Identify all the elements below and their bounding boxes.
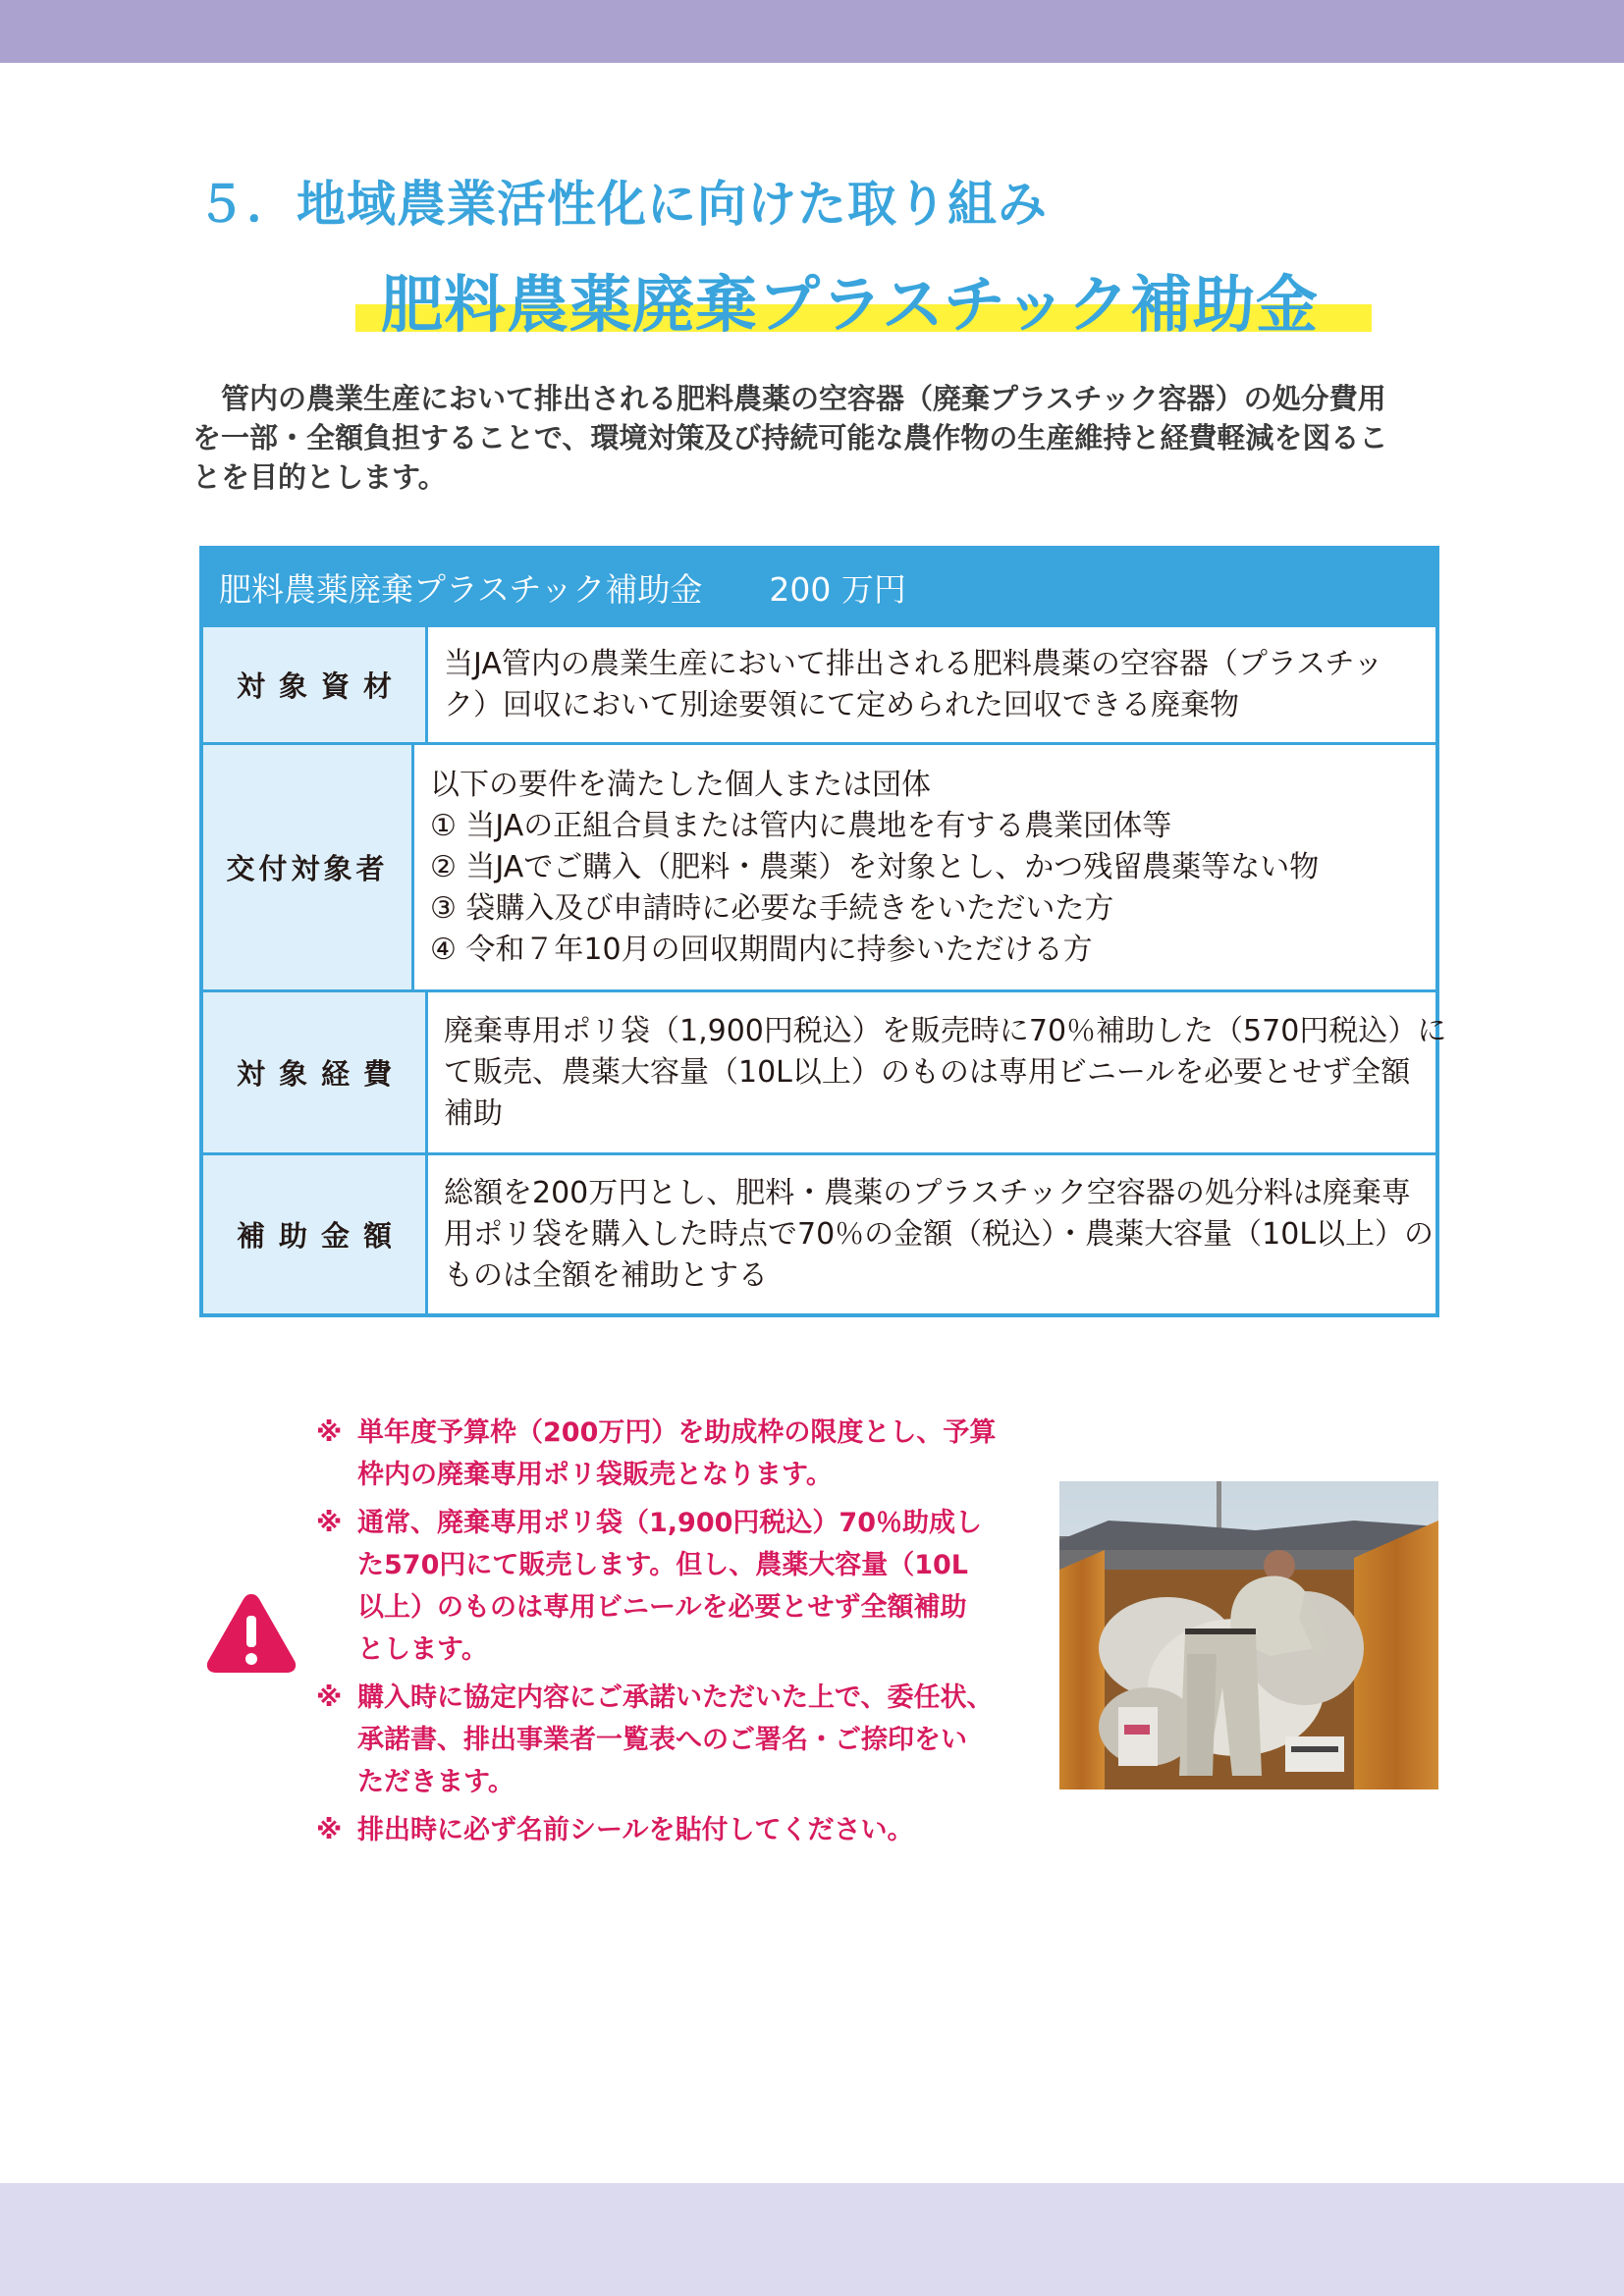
row-value-line: ② 当JAでご購入（肥料・農薬）を対象とし、かつ残留農薬等ない物: [430, 849, 1320, 884]
note-line: 単年度予算枠（200万円）を助成枠の限度とし、予算: [357, 1417, 997, 1448]
row-value-line: 廃棄専用ポリ袋（1,900円税込）を販売時に70％補助した（570円税込）に: [444, 1013, 1447, 1048]
table-row: [203, 742, 1435, 989]
page-title: 肥料農薬廃棄プラスチック補助金: [381, 269, 1319, 341]
row-value-line: ク）回収において別途要領にて定められた回収できる廃棄物: [444, 687, 1239, 722]
section-heading: ５．地域農業活性化に向けた取り組み: [196, 176, 1048, 233]
note-line: とします。: [357, 1634, 488, 1665]
note-line: 通常、廃棄専用ポリ袋（1,900円税込）70％助成し: [357, 1508, 982, 1538]
note-line: 購入時に協定内容にご承諾いただいた上で、委任状、: [357, 1682, 994, 1713]
warning-triangle-icon: [204, 1590, 298, 1675]
row-value-line: ③ 袋購入及び申請時に必要な手続きをいただいた方: [430, 890, 1114, 926]
table-row: [203, 989, 1447, 1152]
row-value-line: 当JA管内の農業生産において排出される肥料農薬の空容器（プラスチッ: [444, 646, 1383, 681]
note-item: [316, 1412, 1023, 1496]
note-line: ただきます。: [357, 1767, 514, 1797]
row-value-line: ① 当JAの正組合員または管内に農地を有する農業団体等: [430, 808, 1172, 843]
intro-paragraph: [192, 379, 1459, 497]
note-mark: ※: [316, 1682, 343, 1713]
row-value-line: 総額を200万円とし、肥料・農薬のプラスチック空容器の処分料は廃棄専: [444, 1175, 1411, 1210]
table-header-amount: 200 万円: [769, 569, 906, 609]
note-line: 排出時に必ず名前シールを貼付してください。: [357, 1815, 914, 1845]
note-line: た570円にて販売します。但し、農薬大容量（10L: [357, 1550, 968, 1580]
note-line: 以上）のものは専用ビニールを必要とせず全額補助: [357, 1592, 967, 1623]
note-line: 枠内の廃棄専用ポリ袋販売となります。: [357, 1460, 833, 1490]
row-value-line: ものは全額を補助とする: [444, 1257, 768, 1293]
note-line: 承諾書、排出事業者一覧表へのご署名・ご捺印をい: [357, 1725, 967, 1755]
row-value-line: ④ 令和７年10月の回収期間内に持参いただける方: [430, 932, 1093, 967]
table-row: [203, 1152, 1435, 1313]
row-value: [428, 1155, 1449, 1313]
row-label: 対象資材: [203, 627, 428, 742]
row-value-line: 以下の要件を満たした個人または団体: [430, 767, 931, 802]
waste-collection-photo: [1059, 1481, 1438, 1789]
row-label: 交付対象者: [203, 745, 414, 989]
intro-line: を一部・全額負担することで、環境対策及び持続可能な農作物の生産維持と経費軽減を図るこ: [192, 421, 1388, 454]
subsidy-table: [199, 546, 1447, 1317]
row-value-line: 補助: [444, 1095, 503, 1131]
bottom-band: [0, 2183, 1624, 2296]
row-label: 補助金額: [203, 1155, 428, 1313]
note-mark: ※: [316, 1417, 343, 1448]
intro-line: 管内の農業生産において排出される肥料農薬の空容器（廃棄プラスチック容器）の処分費用: [192, 382, 1386, 415]
row-value-line: 用ポリ袋を購入した時点で70％の金額（税込）・農薬大容量（10L以上）の: [444, 1216, 1435, 1252]
table-header-name: 肥料農薬廃棄プラスチック補助金: [219, 569, 703, 609]
row-value: [428, 992, 1462, 1152]
row-value: [428, 627, 1435, 742]
notes-list: [316, 1412, 1023, 1857]
note-mark: ※: [316, 1815, 343, 1845]
intro-line: とを目的とします。: [192, 460, 447, 494]
row-value: [414, 745, 1435, 989]
table-header: [203, 550, 1435, 624]
row-value-line: て販売、農薬大容量（10L以上）のものは専用ビニールを必要とせず全額: [444, 1054, 1411, 1090]
table-row: [203, 624, 1435, 742]
note-item: [316, 1502, 1023, 1671]
top-band: [0, 0, 1624, 63]
note-item: [316, 1809, 1023, 1851]
note-item: [316, 1677, 1023, 1803]
note-mark: ※: [316, 1508, 343, 1538]
row-label: 対象経費: [203, 992, 428, 1152]
